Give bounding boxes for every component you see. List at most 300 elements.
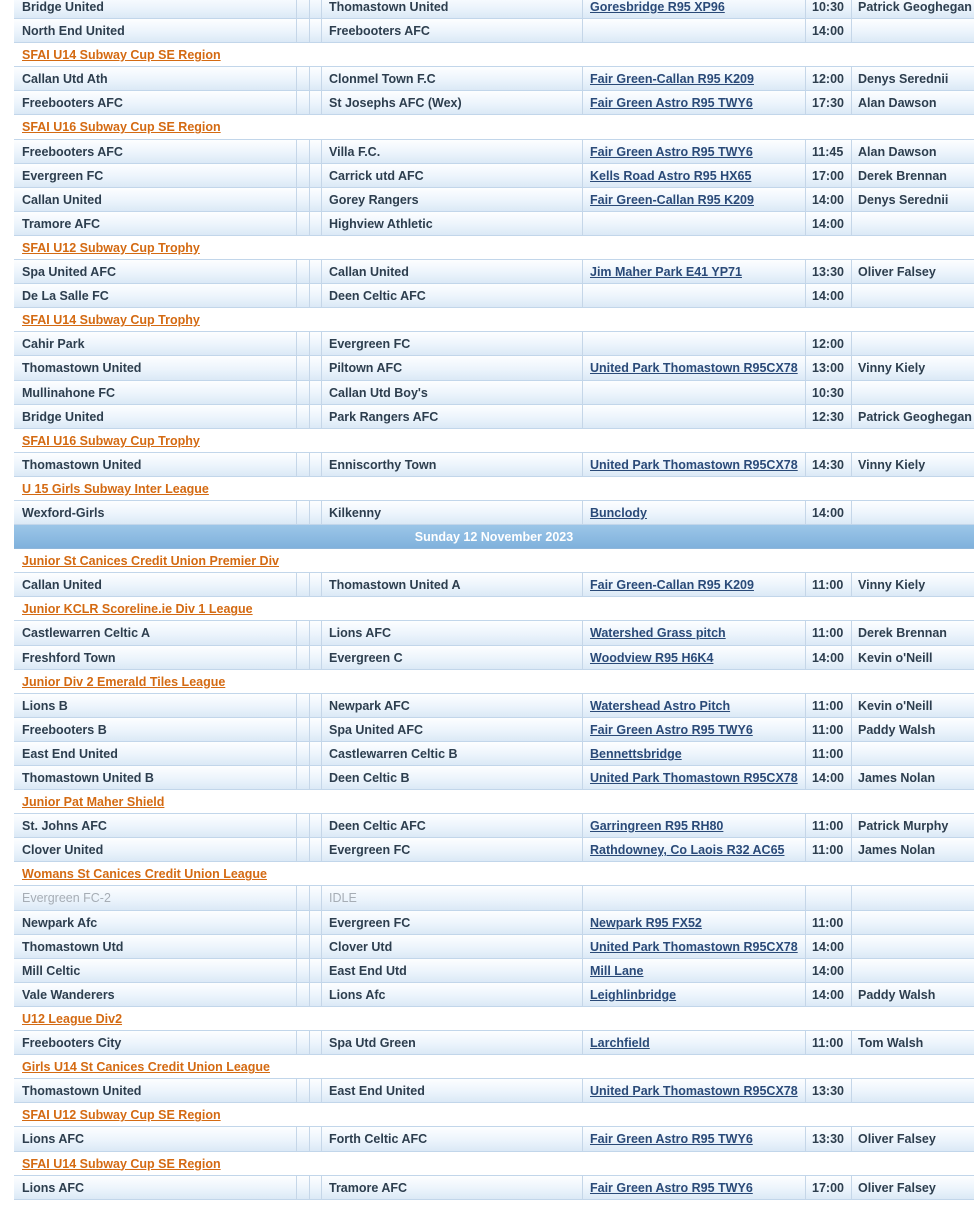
referee: James Nolan	[858, 771, 936, 785]
fixture-row	[14, 260, 974, 284]
away-score	[310, 1176, 322, 1199]
venue-cell	[583, 284, 806, 307]
venue-cell	[583, 838, 806, 861]
away-team: Park Rangers AFC	[322, 405, 583, 428]
home-score	[297, 67, 310, 90]
competition-link[interactable]: Junior Pat Maher Shield	[22, 795, 165, 810]
venue-cell	[583, 742, 806, 765]
competition-header	[14, 115, 974, 139]
kickoff-time: 13:30	[806, 1079, 852, 1102]
away-team: Deen Celtic AFC	[322, 284, 583, 307]
away-score	[310, 91, 322, 114]
venue-link[interactable]: Goresbridge R95 XP96	[590, 0, 725, 14]
fixture-row	[14, 91, 974, 115]
referee: Alan Dawson	[858, 144, 937, 159]
home-score	[297, 573, 310, 596]
home-score	[297, 911, 310, 934]
away-team: Freebooters AFC	[322, 19, 583, 42]
home-score	[297, 356, 310, 379]
competition-link[interactable]: U12 League Div2	[22, 1011, 123, 1026]
venue-cell	[583, 983, 806, 1006]
away-score	[310, 356, 322, 379]
venue-link[interactable]: Larchfield	[590, 1036, 650, 1051]
kickoff-time: 14:30	[806, 453, 852, 476]
away-team: Evergreen FC	[322, 911, 583, 934]
competition-link[interactable]: SFAI U16 Subway Cup SE Region	[22, 120, 221, 135]
venue-link[interactable]: United Park Thomastown R95CX78	[590, 361, 798, 376]
away-team: Callan Utd Boy's	[322, 381, 583, 404]
competition-header	[14, 790, 974, 814]
kickoff-time: 13:30	[806, 260, 852, 283]
kickoff-time: 11:00	[806, 1031, 852, 1054]
kickoff-time: 10:30	[806, 381, 852, 404]
kickoff-time: 11:00	[806, 718, 852, 741]
home-score	[297, 838, 310, 861]
home-score	[297, 19, 310, 42]
home-score	[297, 646, 310, 669]
home-score	[297, 405, 310, 428]
venue-link[interactable]: Fair Green-Callan R95 K209	[590, 72, 754, 87]
competition-header	[14, 862, 974, 886]
kickoff-time: 11:00	[806, 838, 852, 861]
fixture-row	[14, 573, 974, 597]
home-score	[297, 983, 310, 1006]
home-team: Evergreen FC-2	[14, 886, 297, 909]
home-team: Thomastown Utd	[14, 935, 297, 958]
home-team: North End United	[14, 19, 297, 42]
fixture-row	[14, 1079, 974, 1103]
away-score	[310, 1079, 322, 1102]
away-team: Deen Celtic AFC	[322, 814, 583, 837]
venue-cell	[583, 959, 806, 982]
away-score	[310, 935, 322, 958]
home-score	[297, 959, 310, 982]
kickoff-time: 14:00	[806, 983, 852, 1006]
referee: Paddy Walsh	[858, 987, 936, 1002]
referee	[852, 284, 974, 307]
competition-header	[14, 43, 974, 67]
home-team: Cahir Park	[14, 332, 297, 355]
referee: Denys Seredniі	[858, 192, 949, 207]
venue-link[interactable]: Fair Green Astro R95 TWY6	[590, 1180, 753, 1195]
kickoff-time	[806, 886, 852, 909]
venue-link[interactable]: Garringreen R95 RH80	[590, 819, 724, 834]
venue-link[interactable]: Fair Green Astro R95 TWY6	[590, 144, 753, 159]
home-score	[297, 260, 310, 283]
home-team: Callan United	[14, 573, 297, 596]
fixture-row	[14, 0, 974, 19]
competition-header	[14, 477, 974, 501]
venue-cell	[583, 766, 806, 789]
competition-header	[14, 236, 974, 260]
venue-link[interactable]: Rathdowney, Co Laois R32 AC65	[590, 843, 785, 858]
away-team: East End Utd	[322, 959, 583, 982]
fixture-row	[14, 766, 974, 790]
home-team: Clover United	[14, 838, 297, 861]
away-score	[310, 67, 322, 90]
referee: Patrick Geoghegan	[858, 0, 972, 14]
fixture-row	[14, 1176, 974, 1200]
away-score	[310, 501, 322, 524]
referee	[852, 212, 974, 235]
home-score	[297, 140, 310, 163]
home-score	[297, 91, 310, 114]
home-team: Wexford-Girls	[14, 501, 297, 524]
home-team: De La Salle FC	[14, 284, 297, 307]
away-score	[310, 573, 322, 596]
away-score	[310, 838, 322, 861]
away-team: Villa F.C.	[322, 140, 583, 163]
kickoff-time: 12:00	[806, 332, 852, 355]
home-score	[297, 1127, 310, 1150]
home-score	[297, 332, 310, 355]
venue-link[interactable]: Fair Green Astro R95 TWY6	[590, 722, 753, 737]
away-team: Evergreen C	[322, 646, 583, 669]
referee: Vinny Kiely	[858, 578, 926, 593]
home-score	[297, 886, 310, 909]
away-score	[310, 742, 322, 765]
away-team: Gorey Rangers	[322, 188, 583, 211]
fixture-row	[14, 718, 974, 742]
venue-cell	[583, 814, 806, 837]
competition-link[interactable]: Girls U14 St Canices Credit Union League	[22, 1060, 270, 1075]
competition-link[interactable]: Junior KCLR Scoreline.ie Div 1 League	[22, 602, 253, 617]
away-score	[310, 983, 322, 1006]
away-team: IDLE	[322, 886, 583, 909]
venue-link[interactable]: United Park Thomastown R95CX78	[590, 771, 798, 785]
fixture-row	[14, 332, 974, 356]
home-score	[297, 694, 310, 717]
home-team: Vale Wanderers	[14, 983, 297, 1006]
date-header: Sunday 12 November 2023	[14, 525, 974, 549]
venue-link[interactable]: Leighlinbridge	[590, 987, 677, 1002]
kickoff-time: 13:30	[806, 1127, 852, 1150]
referee: Oliver Falsey	[858, 1132, 936, 1147]
venue-link[interactable]: Fair Green-Callan R95 K209	[590, 578, 754, 593]
home-team: East End United	[14, 742, 297, 765]
venue-link[interactable]: Newpark R95 FX52	[590, 915, 702, 930]
venue-cell	[583, 718, 806, 741]
away-team: Thomastown United A	[322, 573, 583, 596]
home-team: Castlewarren Celtic A	[14, 621, 297, 644]
venue-cell	[583, 19, 806, 42]
away-team: Deen Celtic B	[322, 766, 583, 789]
away-team: Evergreen FC	[322, 838, 583, 861]
away-team: Clover Utd	[322, 935, 583, 958]
referee: Kevin o'Neill	[858, 650, 933, 665]
home-team: Thomastown United	[14, 356, 297, 379]
venue-cell	[583, 573, 806, 596]
venue-cell	[583, 1176, 806, 1199]
home-team: Evergreen FC	[14, 164, 297, 187]
referee	[852, 935, 974, 958]
away-team: Lions AFC	[322, 621, 583, 644]
venue-cell	[583, 381, 806, 404]
competition-header	[14, 429, 974, 453]
home-score	[297, 284, 310, 307]
venue-cell	[583, 646, 806, 669]
fixture-row	[14, 1127, 974, 1151]
venue-link[interactable]: Jim Maher Park E41 YP71	[590, 265, 742, 280]
home-score	[297, 935, 310, 958]
competition-link[interactable]: SFAI U12 Subway Cup Trophy	[22, 240, 200, 255]
venue-link[interactable]: Fair Green Astro R95 TWY6	[590, 96, 753, 111]
home-team: Bridge United	[14, 0, 297, 18]
away-score	[310, 646, 322, 669]
fixture-row	[14, 501, 974, 525]
away-team: Clonmel Town F.C	[322, 67, 583, 90]
home-team: Callan United	[14, 188, 297, 211]
away-score	[310, 766, 322, 789]
away-team: Enniscorthy Town	[322, 453, 583, 476]
referee	[852, 1079, 974, 1102]
competition-link[interactable]: U 15 Girls Subway Inter League	[22, 481, 209, 496]
competition-link[interactable]: SFAI U14 Subway Cup SE Region	[22, 48, 221, 63]
referee	[852, 332, 974, 355]
home-team: Mill Celtic	[14, 959, 297, 982]
away-score	[310, 260, 322, 283]
home-score	[297, 1031, 310, 1054]
away-score	[310, 621, 322, 644]
venue-cell	[583, 0, 806, 18]
competition-link[interactable]: SFAI U12 Subway Cup SE Region	[22, 1108, 221, 1123]
fixture-row	[14, 164, 974, 188]
referee	[852, 381, 974, 404]
competition-header	[14, 597, 974, 621]
home-team: Callan Utd Ath	[14, 67, 297, 90]
venue-cell	[583, 1127, 806, 1150]
referee: Vinny Kiely	[858, 361, 926, 376]
competition-header	[14, 1055, 974, 1079]
fixture-row	[14, 1031, 974, 1055]
away-team: Newpark AFC	[322, 694, 583, 717]
home-score	[297, 381, 310, 404]
kickoff-time: 11:00	[806, 911, 852, 934]
away-team: Spa United AFC	[322, 718, 583, 741]
venue-cell	[583, 1079, 806, 1102]
away-team: Lions Afc	[322, 983, 583, 1006]
away-score	[310, 212, 322, 235]
away-score	[310, 188, 322, 211]
referee	[852, 959, 974, 982]
home-score	[297, 621, 310, 644]
away-team: Thomastown United	[322, 0, 583, 18]
away-score	[310, 886, 322, 909]
referee: Patrick Murphy	[858, 819, 949, 834]
fixture-row	[14, 212, 974, 236]
venue-link[interactable]: United Park Thomastown R95CX78	[590, 1084, 798, 1099]
kickoff-time: 14:00	[806, 212, 852, 235]
home-score	[297, 718, 310, 741]
kickoff-time: 11:00	[806, 742, 852, 765]
fixture-row	[14, 838, 974, 862]
referee: Oliver Falsey	[858, 265, 936, 280]
competition-header	[14, 549, 974, 573]
home-team: Lions AFC	[14, 1127, 297, 1150]
fixture-row	[14, 935, 974, 959]
away-team: Kilkenny	[322, 501, 583, 524]
fixture-row	[14, 694, 974, 718]
fixture-row	[14, 742, 974, 766]
home-team: Thomastown United B	[14, 766, 297, 789]
fixture-row	[14, 188, 974, 212]
home-score	[297, 1079, 310, 1102]
away-score	[310, 1127, 322, 1150]
venue-cell	[583, 886, 806, 909]
venue-cell	[583, 911, 806, 934]
kickoff-time: 12:00	[806, 67, 852, 90]
competition-link[interactable]: Womans St Canices Credit Union League	[22, 867, 267, 882]
competition-link[interactable]: SFAI U14 Subway Cup Trophy	[22, 313, 200, 328]
referee	[852, 911, 974, 934]
referee: James Nolan	[858, 843, 936, 858]
referee: Vinny Kiely	[858, 457, 926, 472]
referee: Derek Brennan	[858, 626, 947, 641]
away-score	[310, 284, 322, 307]
fixture-row	[14, 19, 974, 43]
kickoff-time: 12:30	[806, 405, 852, 428]
venue-cell	[583, 91, 806, 114]
left-margin	[0, 0, 14, 1215]
venue-link[interactable]: Watershed Grass pitch	[590, 626, 726, 641]
away-team: Carrick utd AFC	[322, 164, 583, 187]
referee	[852, 19, 974, 42]
home-team: Spa United AFC	[14, 260, 297, 283]
kickoff-time: 11:45	[806, 140, 852, 163]
fixture-row	[14, 356, 974, 380]
kickoff-time: 14:00	[806, 766, 852, 789]
home-score	[297, 814, 310, 837]
kickoff-time: 17:00	[806, 164, 852, 187]
kickoff-time: 11:00	[806, 694, 852, 717]
away-score	[310, 453, 322, 476]
kickoff-time: 14:00	[806, 501, 852, 524]
venue-cell	[583, 260, 806, 283]
away-score	[310, 405, 322, 428]
away-score	[310, 718, 322, 741]
competition-header	[14, 308, 974, 332]
away-team: Castlewarren Celtic B	[322, 742, 583, 765]
fixture-row	[14, 646, 974, 670]
home-team: Freebooters City	[14, 1031, 297, 1054]
venue-cell	[583, 694, 806, 717]
away-team: Piltown AFC	[322, 356, 583, 379]
venue-cell	[583, 501, 806, 524]
home-team: Newpark Afc	[14, 911, 297, 934]
venue-link[interactable]: Mill Lane	[590, 963, 644, 978]
referee	[852, 742, 974, 765]
fixture-row	[14, 911, 974, 935]
competition-link[interactable]: Junior Div 2 Emerald Tiles League	[22, 674, 226, 689]
away-team: Forth Celtic AFC	[322, 1127, 583, 1150]
home-score	[297, 453, 310, 476]
home-score	[297, 0, 310, 18]
home-team: Freebooters AFC	[14, 140, 297, 163]
away-team: St Josephs AFC (Wex)	[322, 91, 583, 114]
venue-link[interactable]: United Park Thomastown R95CX78	[590, 457, 798, 472]
fixture-row	[14, 284, 974, 308]
venue-cell	[583, 935, 806, 958]
home-team: Freebooters AFC	[14, 91, 297, 114]
away-score	[310, 694, 322, 717]
venue-link[interactable]: Kells Road Astro R95 HX65	[590, 168, 752, 183]
competition-link[interactable]: SFAI U16 Subway Cup Trophy	[22, 433, 200, 448]
referee: Tom Walsh	[858, 1036, 924, 1051]
home-score	[297, 766, 310, 789]
competition-link[interactable]: Junior St Canices Credit Union Premier Div	[22, 554, 280, 569]
referee: Alan Dawson	[858, 96, 937, 111]
home-team: Freebooters B	[14, 718, 297, 741]
venue-cell	[583, 332, 806, 355]
kickoff-time: 13:00	[806, 356, 852, 379]
home-team: St. Johns AFC	[14, 814, 297, 837]
venue-link[interactable]: United Park Thomastown R95CX78	[590, 939, 798, 954]
home-team: Tramore AFC	[14, 212, 297, 235]
venue-link[interactable]: Bunclody	[590, 505, 647, 520]
fixture-row	[14, 381, 974, 405]
kickoff-time: 10:30	[806, 0, 852, 18]
competition-header	[14, 1007, 974, 1031]
home-team: Freshford Town	[14, 646, 297, 669]
fixture-row	[14, 621, 974, 645]
competition-header	[14, 1103, 974, 1127]
venue-link[interactable]: Fair Green-Callan R95 K209	[590, 192, 754, 207]
referee: Paddy Walsh	[858, 722, 936, 737]
fixture-row	[14, 886, 974, 910]
venue-cell	[583, 453, 806, 476]
venue-cell	[583, 1031, 806, 1054]
fixture-row	[14, 453, 974, 477]
venue-cell	[583, 67, 806, 90]
venue-cell	[583, 212, 806, 235]
home-score	[297, 188, 310, 211]
home-score	[297, 164, 310, 187]
referee	[852, 501, 974, 524]
fixture-row	[14, 983, 974, 1007]
kickoff-time: 14:00	[806, 188, 852, 211]
kickoff-time: 14:00	[806, 646, 852, 669]
referee: Derek Brennan	[858, 168, 947, 183]
away-team: Callan United	[322, 260, 583, 283]
referee	[852, 886, 974, 909]
venue-cell	[583, 188, 806, 211]
kickoff-time: 11:00	[806, 621, 852, 644]
competition-link[interactable]: SFAI U14 Subway Cup SE Region	[22, 1156, 221, 1171]
venue-link[interactable]: Fair Green Astro R95 TWY6	[590, 1132, 753, 1147]
kickoff-time: 17:00	[806, 1176, 852, 1199]
competition-header	[14, 670, 974, 694]
away-score	[310, 19, 322, 42]
away-score	[310, 959, 322, 982]
kickoff-time: 17:30	[806, 91, 852, 114]
away-team: East End United	[322, 1079, 583, 1102]
away-score	[310, 0, 322, 18]
fixture-row	[14, 140, 974, 164]
referee: Oliver Falsey	[858, 1180, 936, 1195]
venue-link[interactable]: Bennettsbridge	[590, 746, 682, 761]
venue-cell	[583, 405, 806, 428]
home-team: Lions B	[14, 694, 297, 717]
venue-link[interactable]: Woodview R95 H6K4	[590, 650, 714, 665]
away-team: Spa Utd Green	[322, 1031, 583, 1054]
referee: Patrick Geoghegan	[858, 409, 972, 424]
home-score	[297, 742, 310, 765]
home-score	[297, 212, 310, 235]
venue-link[interactable]: Watershead Astro Pitch	[590, 698, 731, 713]
home-team: Mullinahone FC	[14, 381, 297, 404]
venue-cell	[583, 140, 806, 163]
home-team: Bridge United	[14, 405, 297, 428]
